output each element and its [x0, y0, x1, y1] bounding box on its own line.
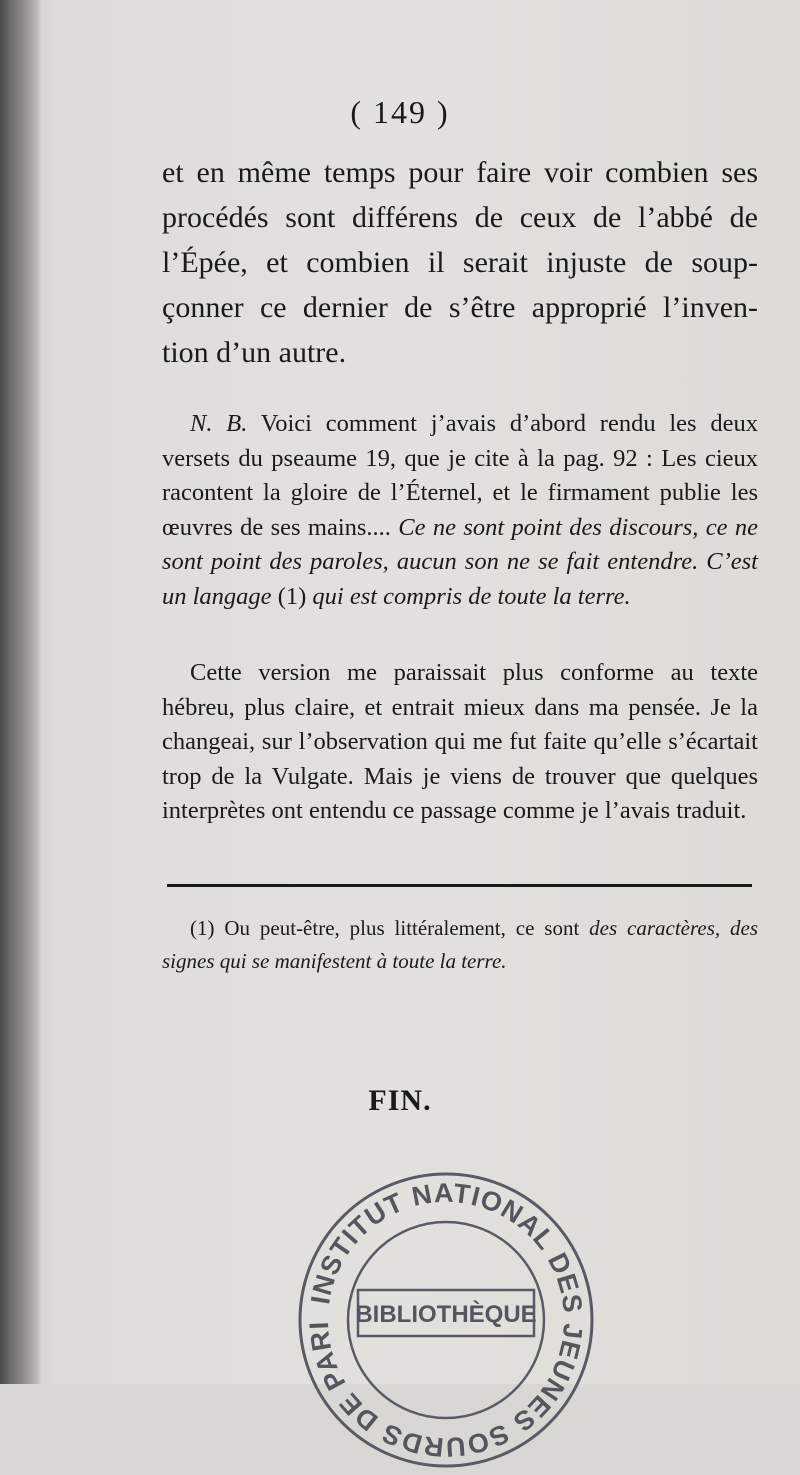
quote-italic: Ce ne sont point des discours, ce ne sont point des paroles, aucun son ne se fait entendre. C’est un langage — [162, 513, 758, 610]
page-number: ( 149 ) — [350, 94, 450, 130]
nota-bene-paragraph — [162, 407, 758, 614]
footnote-marker: (1) — [190, 916, 215, 940]
paragraph-continuation — [162, 150, 758, 375]
text-line: et en même temps pour faire voir combien ses — [162, 156, 758, 189]
quote-roman: Les cieux racontent la gloire de l’Éternel, et le firmament publie les œuvres de ses mains.... — [162, 444, 758, 541]
nb-label: N. B. — [190, 410, 248, 437]
stamp-seal-icon — [296, 1170, 596, 1470]
text-line: l’Épée, et combien il serait injuste de soup- — [162, 246, 758, 279]
end-mark: FIN. — [368, 1084, 432, 1117]
footnote-divider — [167, 884, 752, 887]
text-line: çonner ce dernier de s’être approprié l’inven- — [162, 291, 758, 324]
footnote — [162, 912, 758, 978]
stamp-ring-text: INSTITUT NATIONAL DES JEUNES SOURDS DE PARI — [303, 1177, 589, 1463]
text-line: tion d’un autre. — [162, 336, 347, 369]
nb-text: Voici comment j’avais d’abord rendu les deux versets du pseaume 19, que je cite à la pag. 92 : — [162, 410, 759, 472]
footnote-italic: des caractères, des signes qui se manifestent à toute la terre. — [162, 916, 759, 973]
quote-italic-end: qui est compris de toute la terre. — [306, 582, 631, 610]
library-stamp — [296, 1170, 596, 1470]
footnote-text: Ou peut-être, plus littéralement, ce sont — [214, 916, 590, 940]
book-spine-edge — [0, 0, 42, 1384]
stamp-center-text: BIBLIOTHÈQUE — [355, 1301, 537, 1328]
footnote-reference: (1) — [277, 582, 307, 610]
paragraph-text: Cette version me paraissait plus conforme au texte hébreu, plus claire, et entrait mieux dans ma pensée. Je la changeai, sur l’observation qui me fut faite qu’elle s’écartait trop de la Vulgate. Mais je viens de trouver que quelques interprètes ont entendu ce passage comme je l’avais traduit. — [162, 659, 758, 824]
text-line: procédés sont différens de ceux de l’abbé de — [162, 201, 758, 234]
body-paragraph — [162, 656, 758, 829]
